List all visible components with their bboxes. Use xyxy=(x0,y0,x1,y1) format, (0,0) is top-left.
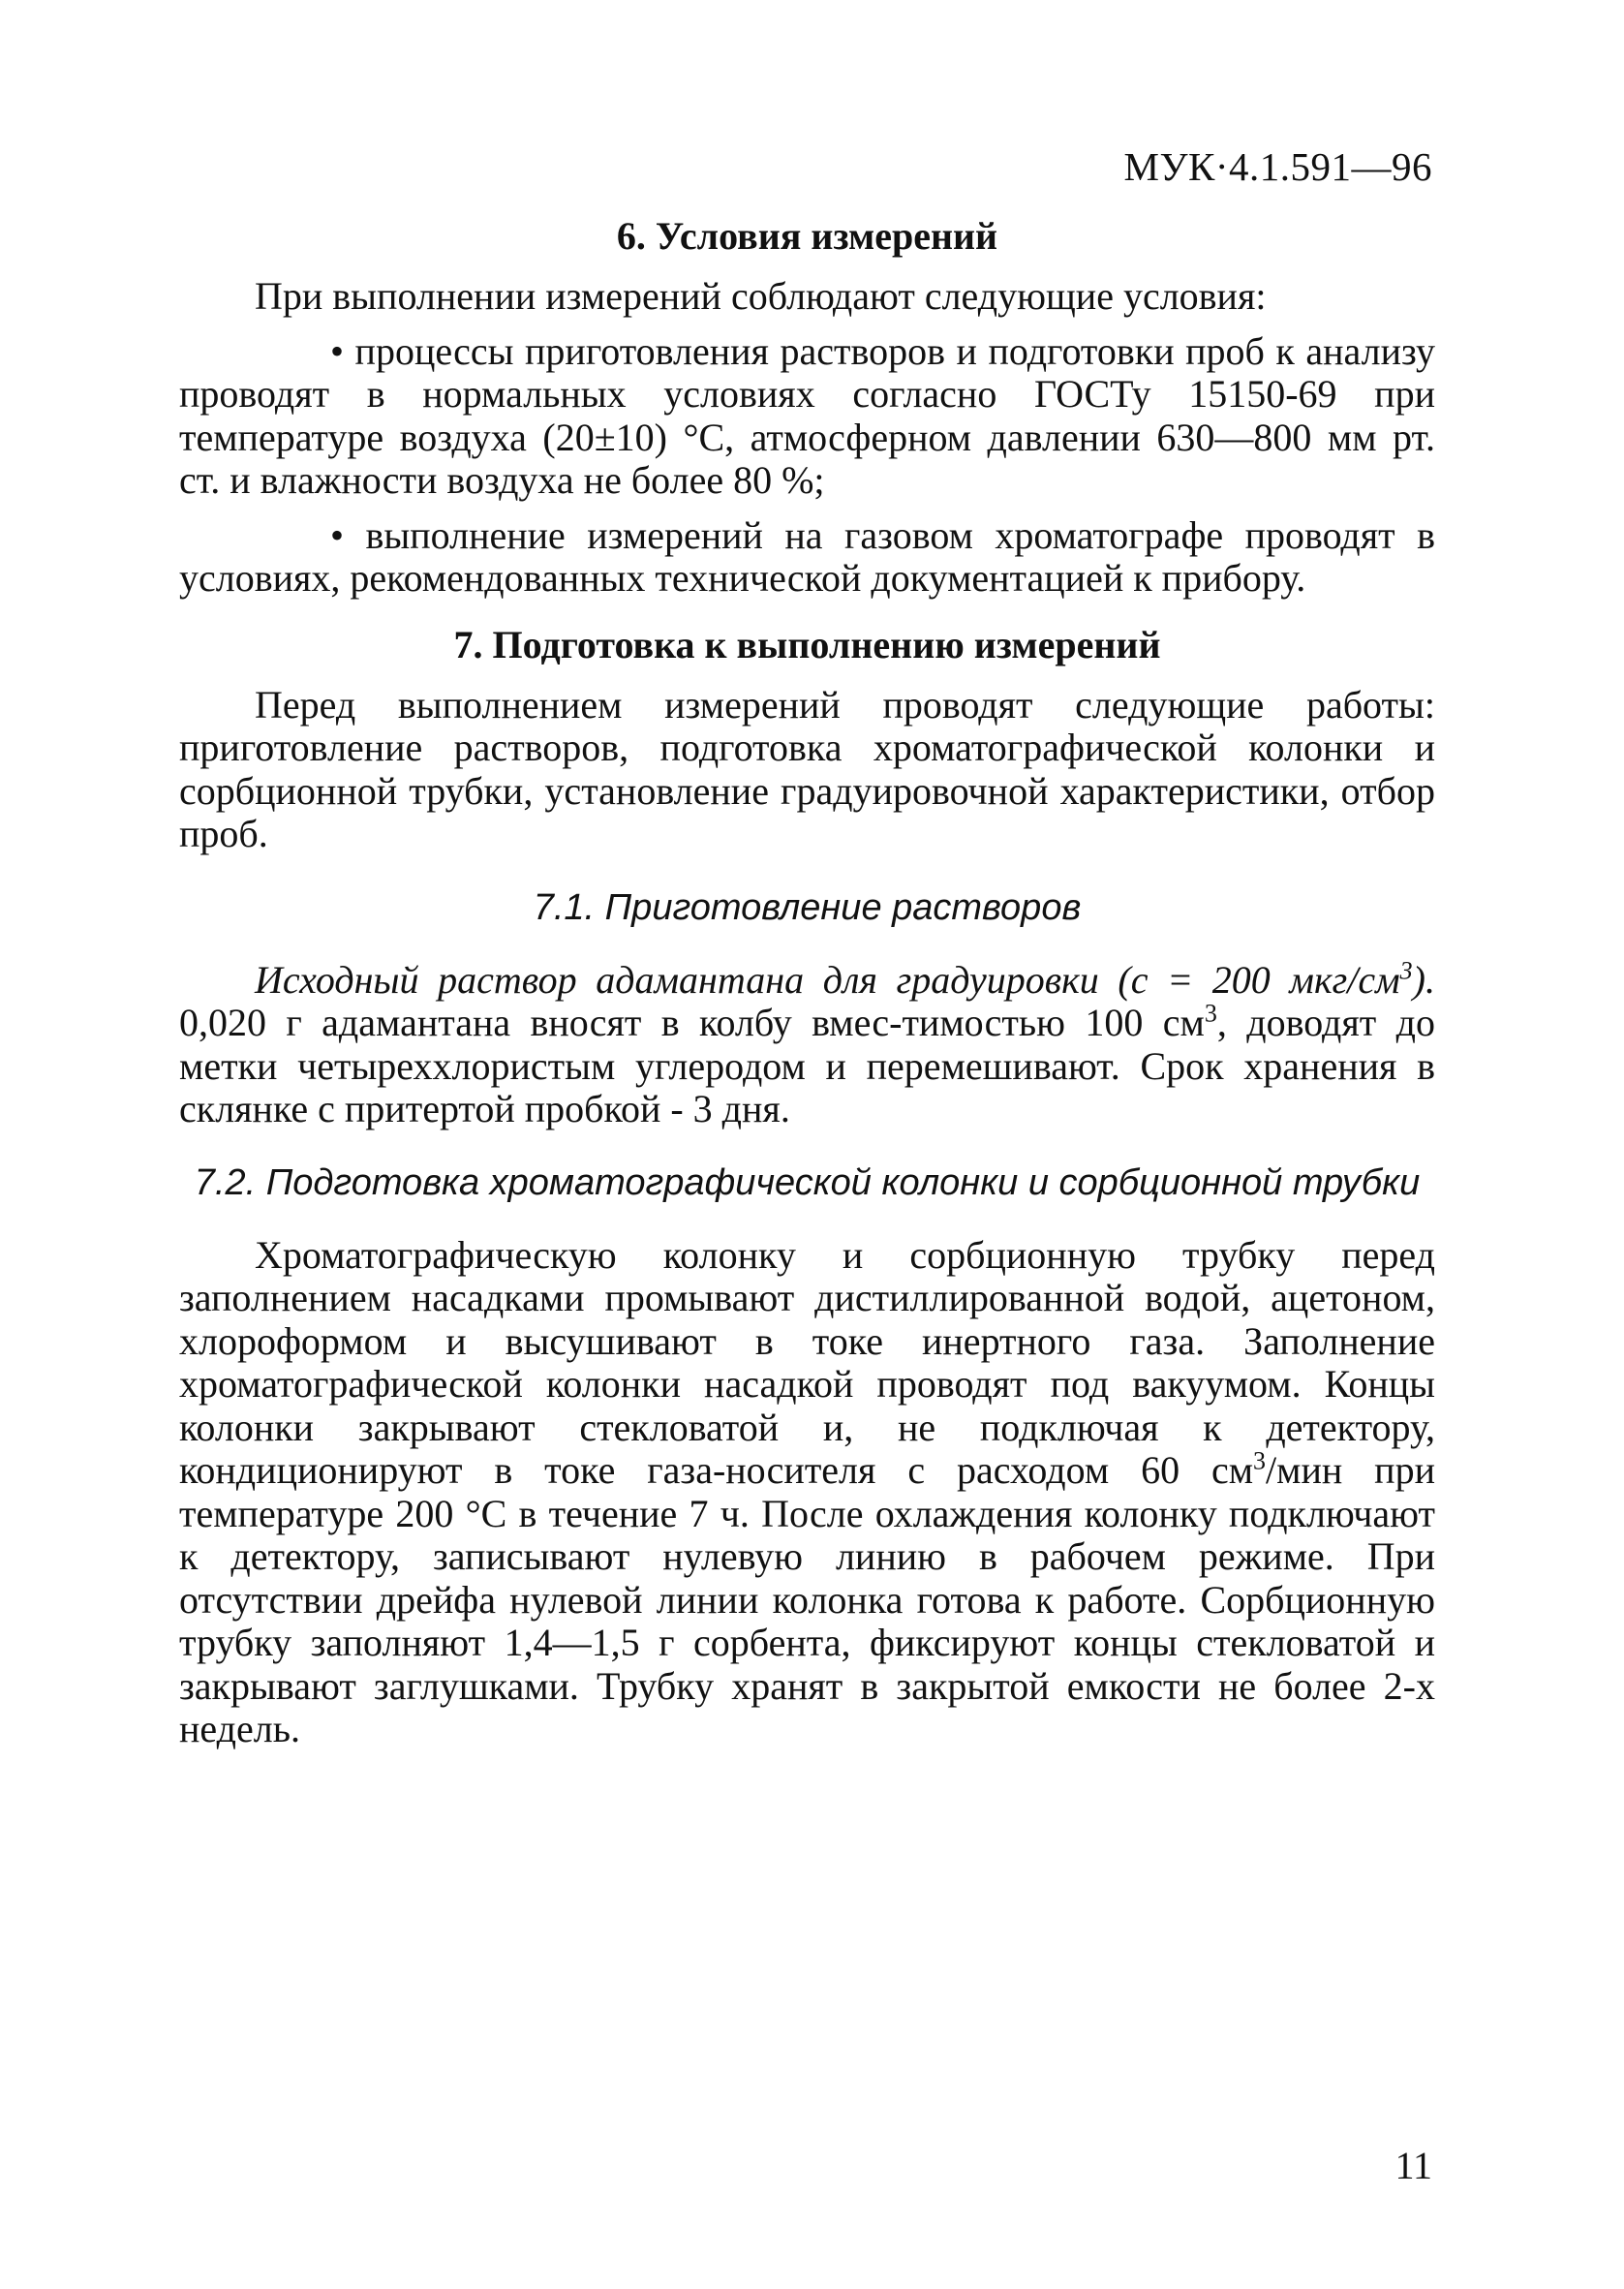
superscript: 3 xyxy=(1399,956,1413,985)
bullet-mark: • xyxy=(330,328,345,373)
document-code: МУК·4.1.591—96 xyxy=(1123,144,1432,189)
section-6-bullet-2-text: выполнение измерений на газовом хроматографе проводят в условиях, рекомендованных технической документацией к прибору. xyxy=(179,512,1435,600)
subsection-7-1-heading: 7.1. Приготовление растворов xyxy=(533,886,1082,928)
superscript: 3 xyxy=(1204,999,1217,1028)
column-prep-text-b: /мин при температуре 200 °С в течение 7 ч. После охлаждения колонку подключают к детектору, записывают нулевую линию в рабочем режиме. При отсутствии дрейфа нулевой линии колонка готова к работе. Сорбционную трубку заполняют 1,4—1,5 г сорбента, фиксируют концы стекловатой и закрывают заглушками. Трубку хранят в закрытой емкости не более 2-х недель. xyxy=(179,1448,1435,1750)
superscript: 3 xyxy=(1253,1446,1267,1475)
section-6-intro: При выполнении измерений соблюдают следующие условия: xyxy=(255,274,1267,318)
section-6-bullet-1-text: процессы приготовления растворов и подготовки проб к анализу проводят в нормальных условиях согласно ГОСТу 15150-69 при температуре воздуха (20±10) °С, атмосферном давлении 630—800 мм рт. ст. и влажности воздуха не более 80 %; xyxy=(179,328,1435,502)
subsection-7-2-heading: 7.2. Подготовка хроматографической колонки и сорбционной трубки xyxy=(194,1161,1421,1203)
stock-solution-lead-close: ). xyxy=(1412,957,1435,1002)
section-7-heading: 7. Подготовка к выполнению измерений xyxy=(453,622,1161,666)
stock-solution-lead xyxy=(255,958,1435,1002)
subsection-7-2-paragraph xyxy=(179,1234,1435,1751)
stock-solution-lead-text: Исходный раствор адамантана для градуировки (с = 200 мкг/см xyxy=(255,957,1400,1002)
page-number: 11 xyxy=(1394,2144,1432,2187)
section-6-bullet-1 xyxy=(179,330,1435,503)
page-content xyxy=(179,211,1435,1751)
stock-solution-text-a: 0,020 г адамантана вносят в колбу вмес-тимостью 100 см xyxy=(179,1001,1205,1044)
column-prep-text-a: Хроматографическую колонку и сорбционную трубку перед заполнением насадками промывают дистиллированной водой, ацетоном, хлороформом и высушивают в токе инертного газа. Заполнение хроматографической колонки насадкой проводят под вакуумом. Концы колонки закрывают стекловатой и, не подключая к детектору, кондиционируют в токе газа-носителя с расходом 60 см xyxy=(179,1232,1435,1492)
section-6-heading: 6. Условия измерений xyxy=(616,214,998,258)
bullet-mark: • xyxy=(330,512,345,557)
section-6-bullet-2 xyxy=(179,514,1435,601)
section-7-intro: Перед выполнением измерений проводят следующие работы: приготовление растворов, подготовка хроматографической колонки и сорбционной трубки, установление градуировочной характеристики, отбор проб. xyxy=(179,682,1435,855)
stock-solution-text-b: , доводят до метки четыреххлористым углеродом и перемешивают. Срок хранения в склянке с притертой пробкой - 3 дня. xyxy=(179,1001,1436,1130)
subsection-7-1-paragraph xyxy=(179,956,1436,1131)
